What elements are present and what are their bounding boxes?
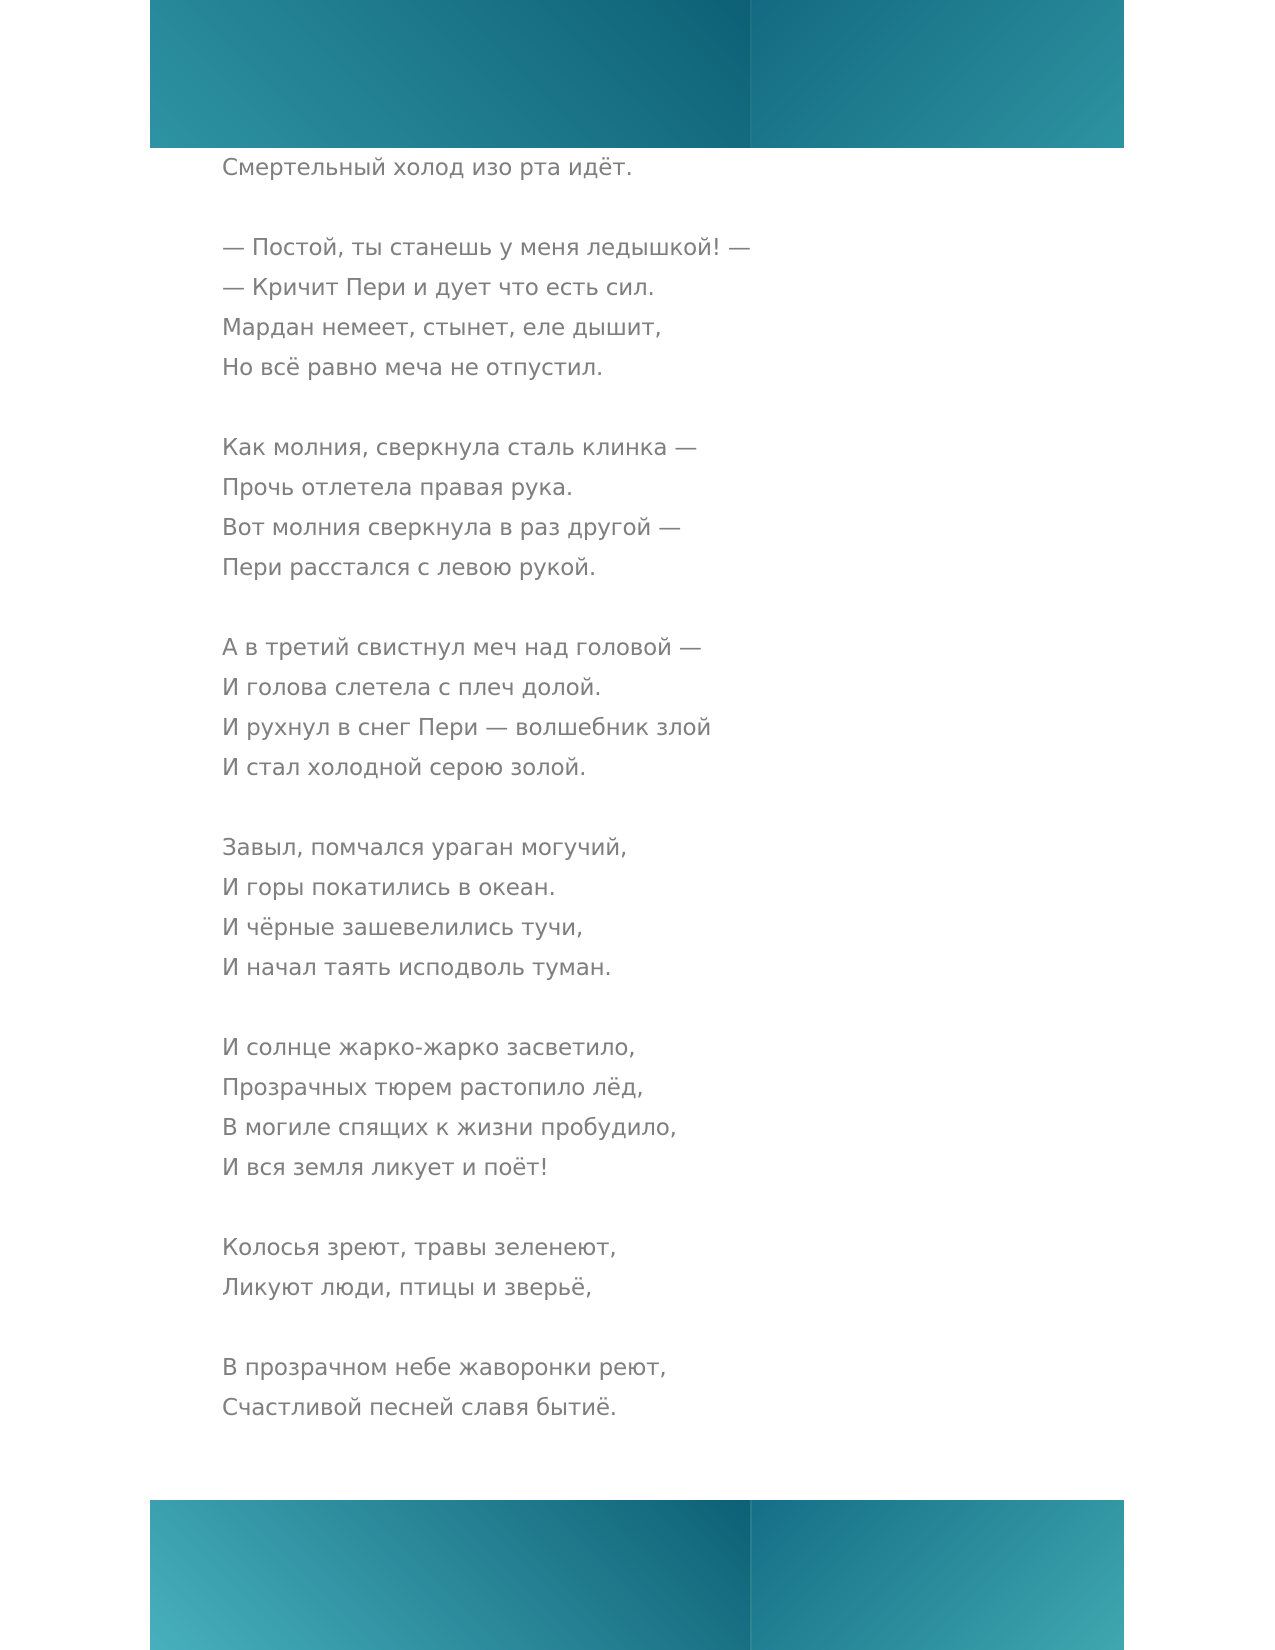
- poem-line: Вот молния сверкнула в раз другой —: [222, 515, 682, 541]
- poem-line: И чёрные зашевелились тучи,: [222, 915, 584, 941]
- footer-banner-right-panel: [750, 1500, 1124, 1650]
- poem-line: В прозрачном небе жаворонки реют,: [222, 1355, 667, 1381]
- poem-line: В могиле спящих к жизни пробудило,: [222, 1115, 677, 1141]
- poem-line: И начал таять исподволь туман.: [222, 955, 612, 981]
- poem-line: — Кричит Пери и дует что есть сил.: [222, 275, 655, 301]
- stanza: [222, 148, 922, 188]
- header-banner-left-panel: [150, 0, 750, 148]
- stanza: [222, 1228, 922, 1308]
- header-banner-right-panel: [750, 0, 1124, 148]
- footer-banner-image: [150, 1500, 1124, 1650]
- poem-line: А в третий свистнул меч над головой —: [222, 635, 702, 661]
- stanza: [222, 228, 922, 388]
- poem-line: И солнце жарко-жарко засветило,: [222, 1035, 636, 1061]
- poem: [222, 148, 922, 1468]
- stanza: [222, 428, 922, 588]
- poem-line: Смертельный холод изо рта идёт.: [222, 155, 633, 181]
- header-banner-image: [150, 0, 1124, 148]
- poem-line: Пери расстался с левою рукой.: [222, 555, 597, 581]
- poem-line: И голова слетела с плеч долой.: [222, 675, 602, 701]
- poem-line: Прочь отлетела правая рука.: [222, 475, 574, 501]
- poem-line: И рухнул в снег Пери — волшебник злой: [222, 715, 712, 741]
- poem-line: И горы покатились в океан.: [222, 875, 556, 901]
- stanza: [222, 1028, 922, 1188]
- poem-line: Но всё равно меча не отпустил.: [222, 355, 604, 381]
- poem-line: Завыл, помчался ураган могучий,: [222, 835, 628, 861]
- poem-line: — Постой, ты станешь у меня ледышкой! —: [222, 235, 751, 261]
- footer-banner-left-panel: [150, 1500, 750, 1650]
- poem-line: И стал холодной серою золой.: [222, 755, 587, 781]
- stanza: [222, 828, 922, 988]
- stanza: [222, 628, 922, 788]
- poem-line: Ликуют люди, птицы и зверьё,: [222, 1275, 593, 1301]
- poem-line: Счастливой песней славя бытиё.: [222, 1395, 617, 1421]
- poem-line: Мардан немеет, стынет, еле дышит,: [222, 315, 662, 341]
- poem-line: Прозрачных тюрем растопило лёд,: [222, 1075, 644, 1101]
- stanza: [222, 1348, 922, 1428]
- poem-line: Как молния, сверкнула сталь клинка —: [222, 435, 698, 461]
- poem-line: Колосья зреют, травы зеленеют,: [222, 1235, 617, 1261]
- poem-line: И вся земля ликует и поёт!: [222, 1155, 549, 1181]
